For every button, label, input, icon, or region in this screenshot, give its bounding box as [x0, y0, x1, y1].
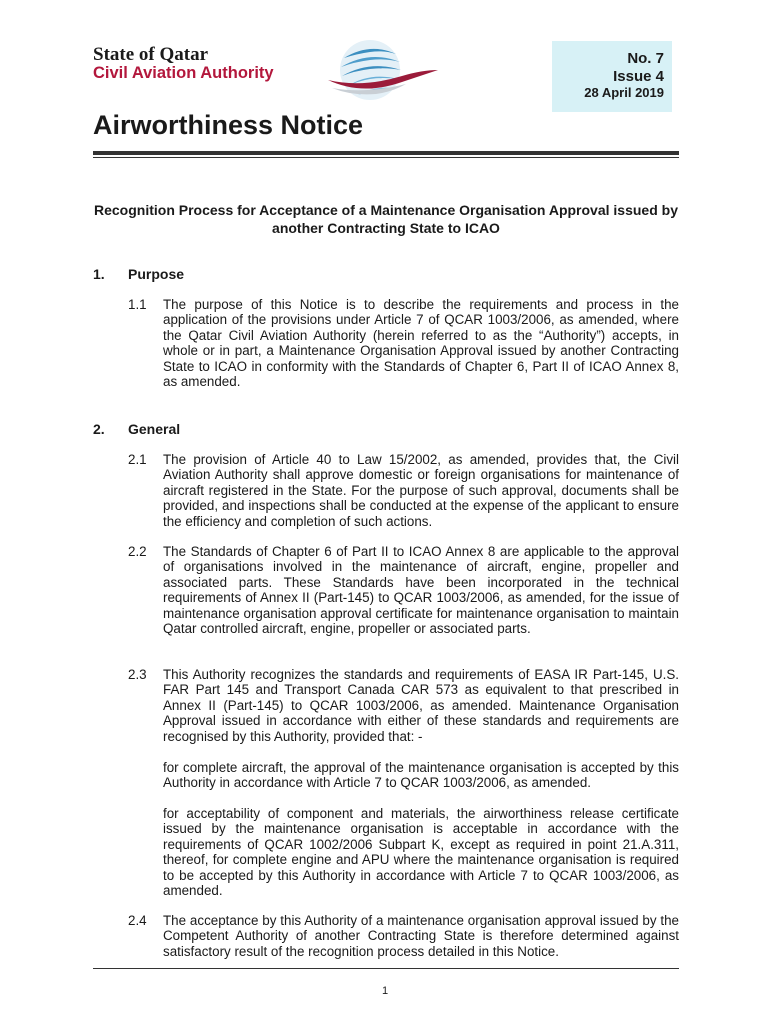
- section-title-general: General: [128, 421, 181, 437]
- document-title: Airworthiness Notice: [93, 110, 364, 140]
- section-title-purpose: Purpose: [128, 266, 185, 282]
- qcaa-logo-icon: [322, 36, 444, 112]
- paragraph-number: 2.2: [128, 544, 147, 559]
- issue-number: Issue 4: [613, 68, 664, 85]
- issue-info-box: [552, 41, 672, 112]
- paragraph-number: 1.1: [128, 297, 147, 312]
- issue-date: 28 April 2019: [584, 85, 664, 100]
- paragraph-number: 2.3: [128, 667, 147, 682]
- notice-number: No. 7: [627, 50, 664, 67]
- subject-heading: Recognition Process for Acceptance of a Maintenance Organisation Approval issued by another Contracting State to ICAO: [94, 202, 678, 236]
- paragraph-1-1: The purpose of this Notice is to describe the requirements and process in the application of the provisions under Article 7 of QCAR 1003/2006, as amended, where the Qatar Civil Aviation Authority (herein referred to as the “Authority”) accepts, in whole or in part, a Maintenance Organisation Approval issued by another Contracting State to ICAO in conformity with the Standards of Chapter 6, Part II of ICAO Annex 8, as amended.: [163, 297, 679, 390]
- paragraph-2-3-subclause-a: for complete aircraft, the approval of the maintenance organisation is accepted by this Authority in accordance with Article 7 to QCAR 1003/2006, as amended.: [163, 760, 679, 791]
- state-name: State of Qatar: [93, 44, 209, 65]
- section-number: 2.: [93, 421, 105, 437]
- paragraph-2-1: The provision of Article 40 to Law 15/2002, as amended, provides that, the Civil Aviation Authority shall approve domestic or foreign organisations for maintenance of aircraft registered in the State. For the purpose of such approval, documents shall be provided, and inspections shall be conducted at the expense of the applicant to ensure the efficiency and completion of such actions.: [163, 452, 679, 529]
- paragraph-2-4: The acceptance by this Authority of a maintenance organisation approval issued by the Competent Authority of another Contracting State is therefore determined against satisfactory result of the recognition process detailed in this Notice.: [163, 913, 679, 959]
- authority-name: Civil Aviation Authority: [93, 64, 274, 82]
- page-number: 1: [381, 985, 389, 997]
- footer-divider: [93, 968, 679, 969]
- paragraph-2-2: The Standards of Chapter 6 of Part II to ICAO Annex 8 are applicable to the approval of organisations involved in the maintenance of aircraft, engine, propeller and associated parts. These Standards have been incorporated in the technical requirements of Annex II (Part-145) to QCAR 1003/2006, as amended, for the issue of maintenance organisation approval certificate for maintenance organisation to maintain Qatar controlled aircraft, engine, propeller or associated parts.: [163, 544, 679, 637]
- section-number: 1.: [93, 266, 105, 282]
- paragraph-2-3: This Authority recognizes the standards and requirements of EASA IR Part-145, U.S. FAR Part 145 and Transport Canada CAR 573 as equivalent to that prescribed in Annex II (Part-145) to QCAR 1003/2006, as amended. Maintenance Organisation Approval issued in accordance with either of these standards and requirements are recognised by this Authority, provided that: -: [163, 667, 679, 744]
- title-divider-thin: [93, 157, 679, 158]
- paragraph-number: 2.4: [128, 913, 147, 928]
- paragraph-2-3-subclause-b: for acceptability of component and materials, the airworthiness release certificate issued by the maintenance organisation is acceptable in accordance with the requirements of QCAR 1002/2006 Subpart K, except as required in point 21.A.311, thereof, for complete engine and APU where the maintenance organisation is required to be accepted by this Authority in accordance with Article 7 to QCAR 1003/2006, as amended.: [163, 806, 679, 899]
- paragraph-number: 2.1: [128, 452, 147, 467]
- title-divider-thick: [93, 151, 679, 155]
